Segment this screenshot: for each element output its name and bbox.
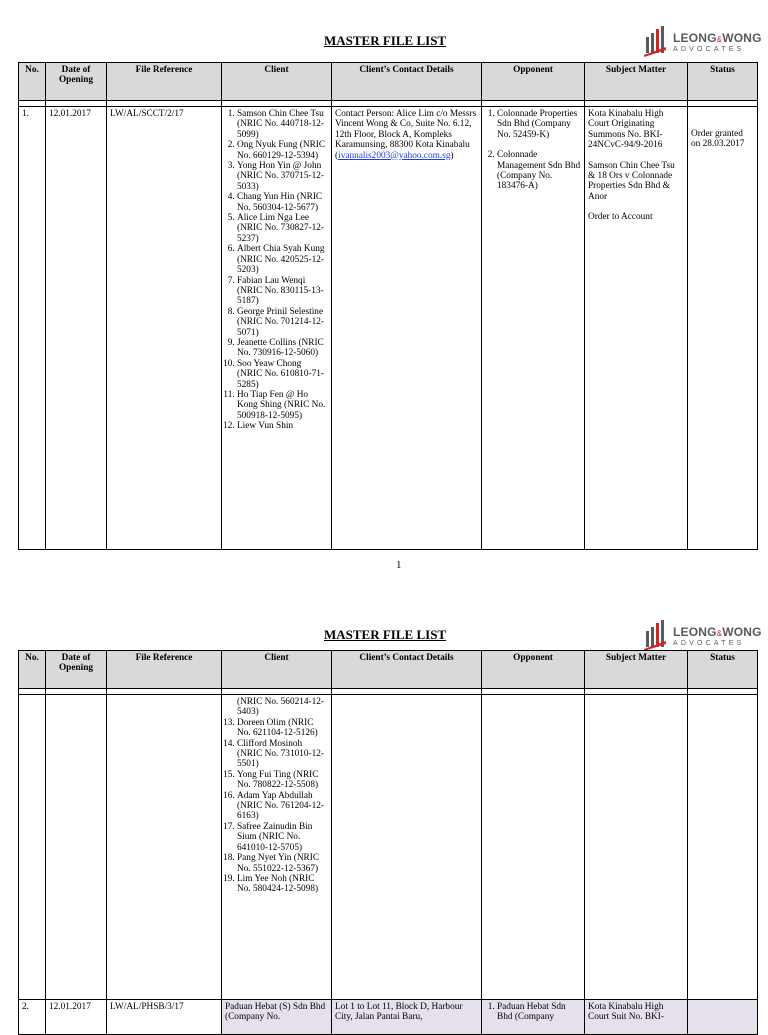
table-row: [19, 695, 758, 1000]
page-title: MASTER FILE LIST: [324, 627, 447, 642]
table-row: [19, 1000, 758, 1035]
master-file-table-continued: [18, 650, 758, 1035]
opening-date: 12.01.2017: [46, 1000, 107, 1035]
column-header: Client’s Contact Details: [332, 651, 482, 689]
client-item: 18. Pang Nyet Yin (NRIC No. 551022-12-5367): [237, 853, 328, 874]
column-header: Status: [688, 63, 758, 101]
client-item: 16. Adam Yap Abdullah (NRIC No. 761204-12-6163): [237, 791, 328, 822]
column-header: Date of Opening: [46, 63, 107, 101]
contact-email-link[interactable]: ivannalis2003@yahoo.com.sg: [338, 150, 451, 161]
logo-firm-name: LEONG&WONG: [673, 31, 762, 45]
column-header: Client’s Contact Details: [332, 63, 482, 101]
subject-parties: Samson Chin Chee Tsu & 18 Ors v Colonnade Properties Sdn Bhd & Anor: [588, 160, 675, 202]
table-row: [19, 107, 758, 550]
client-item: 13. Doreen Olim (NRIC No. 621104-12-5126): [237, 718, 328, 739]
opponent-list: [482, 107, 585, 550]
client-item: 1. Samson Chin Chee Tsu (NRIC No. 440718-12-5099): [237, 109, 328, 140]
client-cell: Paduan Hebat (S) Sdn Bhd (Company No.: [222, 1000, 332, 1035]
client-contact-details: Lot 1 to Lot 11, Block D, Harbour City, Jalan Pantai Baru,: [332, 1000, 482, 1035]
column-header: Opponent: [482, 651, 585, 689]
table-header-row: [19, 63, 758, 101]
client-item: 9. Jeanette Collins (NRIC No. 730916-12-5060): [237, 338, 328, 359]
client-contact-details: Contact Person: Alice Lim c/o Messrs Vincent Wong & Co, Suite No. 6.12, 12th Floor, Block A, Kompleks Karamunsing, 88300 Kota Kinabalu (ivannalis2003@yahoo.com.sg): [332, 107, 482, 550]
client-item: 12. Liew Vun Shin: [237, 421, 328, 431]
subject-order: Order to Account: [588, 212, 653, 223]
client-item: 10. Soo Yeaw Chong (NRIC No. 610810-71-5285): [237, 359, 328, 390]
client-item: 3. Yong Hon Yin @ John (NRIC No. 370715-12-5033): [237, 161, 328, 192]
client-item: 7. Fabian Lau Wenqi (NRIC No. 830115-13-5187): [237, 276, 328, 307]
client-item: 14. Clifford Mosinoh (NRIC No. 731010-12-5501): [237, 739, 328, 770]
opponent-cell: [482, 1000, 585, 1035]
status-cell: [688, 107, 758, 550]
column-header: File Reference: [107, 63, 222, 101]
column-header: Status: [688, 651, 758, 689]
row-number: 2.: [19, 1000, 46, 1035]
master-file-table: [18, 62, 758, 550]
opponent-item: 1. Paduan Hebat Sdn Bhd (Company: [497, 1002, 581, 1023]
client-item: 2. Ong Nyuk Fung (NRIC No. 660129-12-5394): [237, 140, 328, 161]
client-item: 11. Ho Tiap Fen @ Ho Kong Shing (NRIC No. 500918-12-5095): [237, 390, 328, 421]
firm-logo: [644, 25, 762, 57]
client-item: 5. Alice Lim Nga Lee (NRIC No. 730827-12-5237): [237, 213, 328, 244]
page-2: [0, 594, 768, 1024]
column-header: No.: [19, 63, 46, 101]
client-list: [222, 107, 332, 550]
file-reference: LW/AL/PHSB/3/17: [107, 1000, 222, 1035]
logo-mark-icon: [644, 619, 670, 651]
subject-matter: Kota Kinabalu High Court Suit No. BKI-: [585, 1000, 688, 1035]
subject-matter: [585, 107, 688, 550]
subject-court: Kota Kinabalu High Court Originating Summons No. BKI-24NCvC-94/9-2016: [588, 109, 664, 151]
column-header: No.: [19, 651, 46, 689]
column-header: Date of Opening: [46, 651, 107, 689]
logo-subtitle: ADVOCATES: [673, 46, 745, 53]
opponent-item: 1. Colonnade Properties Sdn Bhd (Company No. 52459-K): [497, 109, 581, 140]
client-item: 8. George Prinil Selestine (NRIC No. 701214-12-5071): [237, 307, 328, 338]
table-header-row: [19, 651, 758, 689]
client-item: 15. Yong Fui Ting (NRIC No. 780822-12-5508): [237, 770, 328, 791]
client-item: 4. Chang Yun Hin (NRIC No. 560304-12-5677): [237, 192, 328, 213]
status-cell: [688, 1000, 758, 1035]
logo-mark-icon: [644, 25, 670, 57]
column-header: Client: [222, 63, 332, 101]
opening-date: 12.01.2017: [46, 107, 107, 550]
client-item: 19. Lim Yee Noh (NRIC No. 580424-12-5098): [237, 874, 328, 895]
column-header: Client: [222, 651, 332, 689]
page-number: 1: [396, 559, 402, 571]
opponent-item: 2. Colonnade Management Sdn Bhd (Company No. 183476-A): [497, 150, 581, 192]
client-item: 6. Albert Chia Syah Kung (NRIC No. 420525-12-5203): [237, 244, 328, 275]
firm-logo: [644, 619, 762, 651]
column-header: File Reference: [107, 651, 222, 689]
column-header: Subject Matter: [585, 651, 688, 689]
client-item: 17. Safree Zainudin Bin Sium (NRIC No. 641010-12-5705): [237, 822, 328, 853]
status-text: Order granted on 28.03.2017: [691, 129, 745, 150]
file-reference: LW/AL/SCCT/2/17: [107, 107, 222, 550]
contact-text: Contact Person: Alice Lim c/o Messrs Vincent Wong & Co, Suite No. 6.12, 12th Floor, Block A, Kompleks Karamunsing, 88300 Kota Kinabalu: [335, 109, 477, 151]
logo-firm-name: LEONG&WONG: [673, 625, 762, 639]
column-header: Subject Matter: [585, 63, 688, 101]
page-title: MASTER FILE LIST: [324, 33, 447, 48]
client-item-continuation: (NRIC No. 560214-12-5403): [237, 697, 325, 718]
client-list-continued: [222, 695, 332, 1000]
column-header: Opponent: [482, 63, 585, 101]
row-number: 1.: [19, 107, 46, 550]
logo-subtitle: ADVOCATES: [673, 640, 745, 647]
